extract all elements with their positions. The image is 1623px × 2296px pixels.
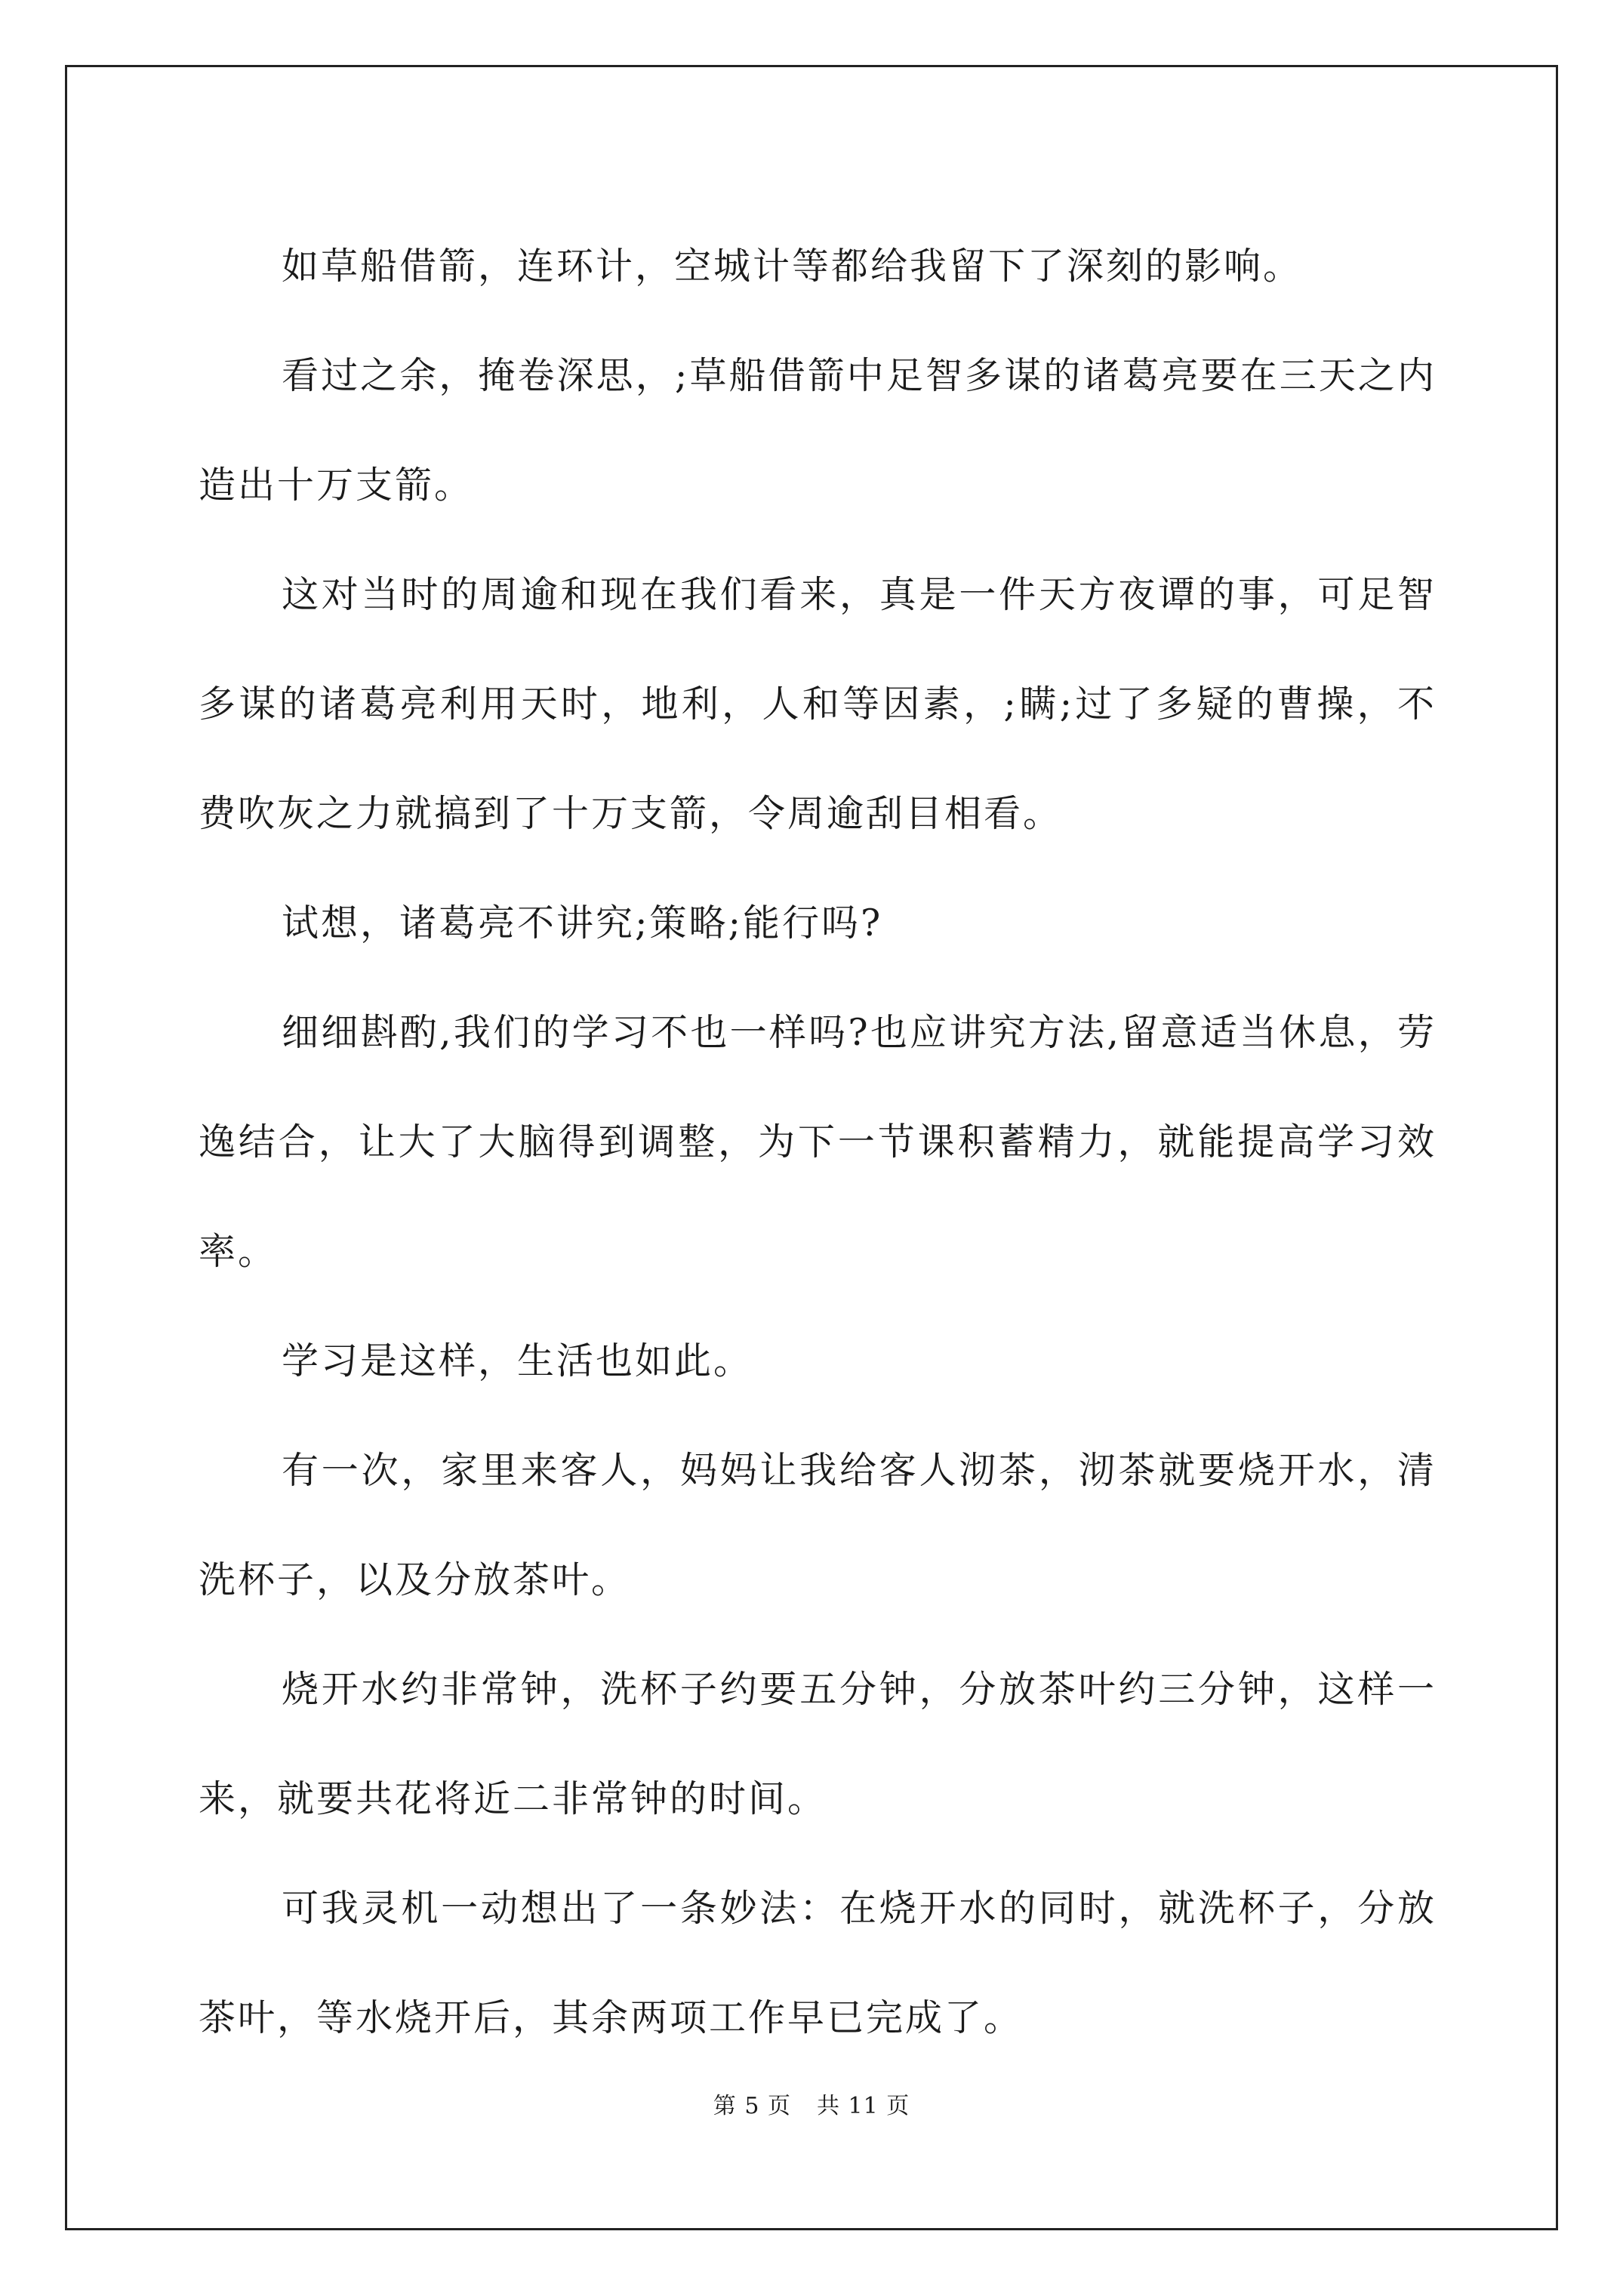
page-footer <box>0 2087 1623 2120</box>
paragraph: 学习是这样，生活也如此。 <box>282 1339 753 1382</box>
paragraph: 看过之余，掩卷深思，;草船借箭中足智多谋的诸葛亮要在三天之内造出十万支箭。 <box>199 354 1437 507</box>
paragraph: 试想，诸葛亮不讲究;策略;能行吗? <box>282 901 883 945</box>
page-total: 共 11 页 <box>816 2093 910 2119</box>
paragraph: 可我灵机一动想出了一条妙法：在烧开水的同时，就洗杯子，分放茶叶，等水烧开后，其余两项工作早已完成了。 <box>199 1887 1437 2039</box>
page-number: 第 5 页 <box>713 2093 791 2119</box>
paragraph: 细细斟酌,我们的学习不也一样吗?也应讲究方法,留意适当休息，劳逸结合，让大了大脑得到调整，为下一节课积蓄精力，就能提高学习效率。 <box>199 1011 1437 1273</box>
paragraph: 这对当时的周逾和现在我们看来，真是一件天方夜谭的事，可足智多谋的诸葛亮利用天时，地利，人和等因素，;瞒;过了多疑的曹操，不费吹灰之力就搞到了十万支箭，令周逾刮目相看。 <box>199 573 1437 835</box>
paragraph: 烧开水约非常钟，洗杯子约要五分钟，分放茶叶约三分钟，这样一来，就要共花将近二非常钟的时间。 <box>199 1668 1437 1820</box>
paragraph: 有一次，家里来客人，妈妈让我给客人沏茶，沏茶就要烧开水，清洗杯子，以及分放茶叶。 <box>199 1449 1437 1601</box>
paragraph: 如草船借箭，连环计，空城计等都给我留下了深刻的影响。 <box>282 245 1303 288</box>
document-body <box>199 211 1437 2073</box>
